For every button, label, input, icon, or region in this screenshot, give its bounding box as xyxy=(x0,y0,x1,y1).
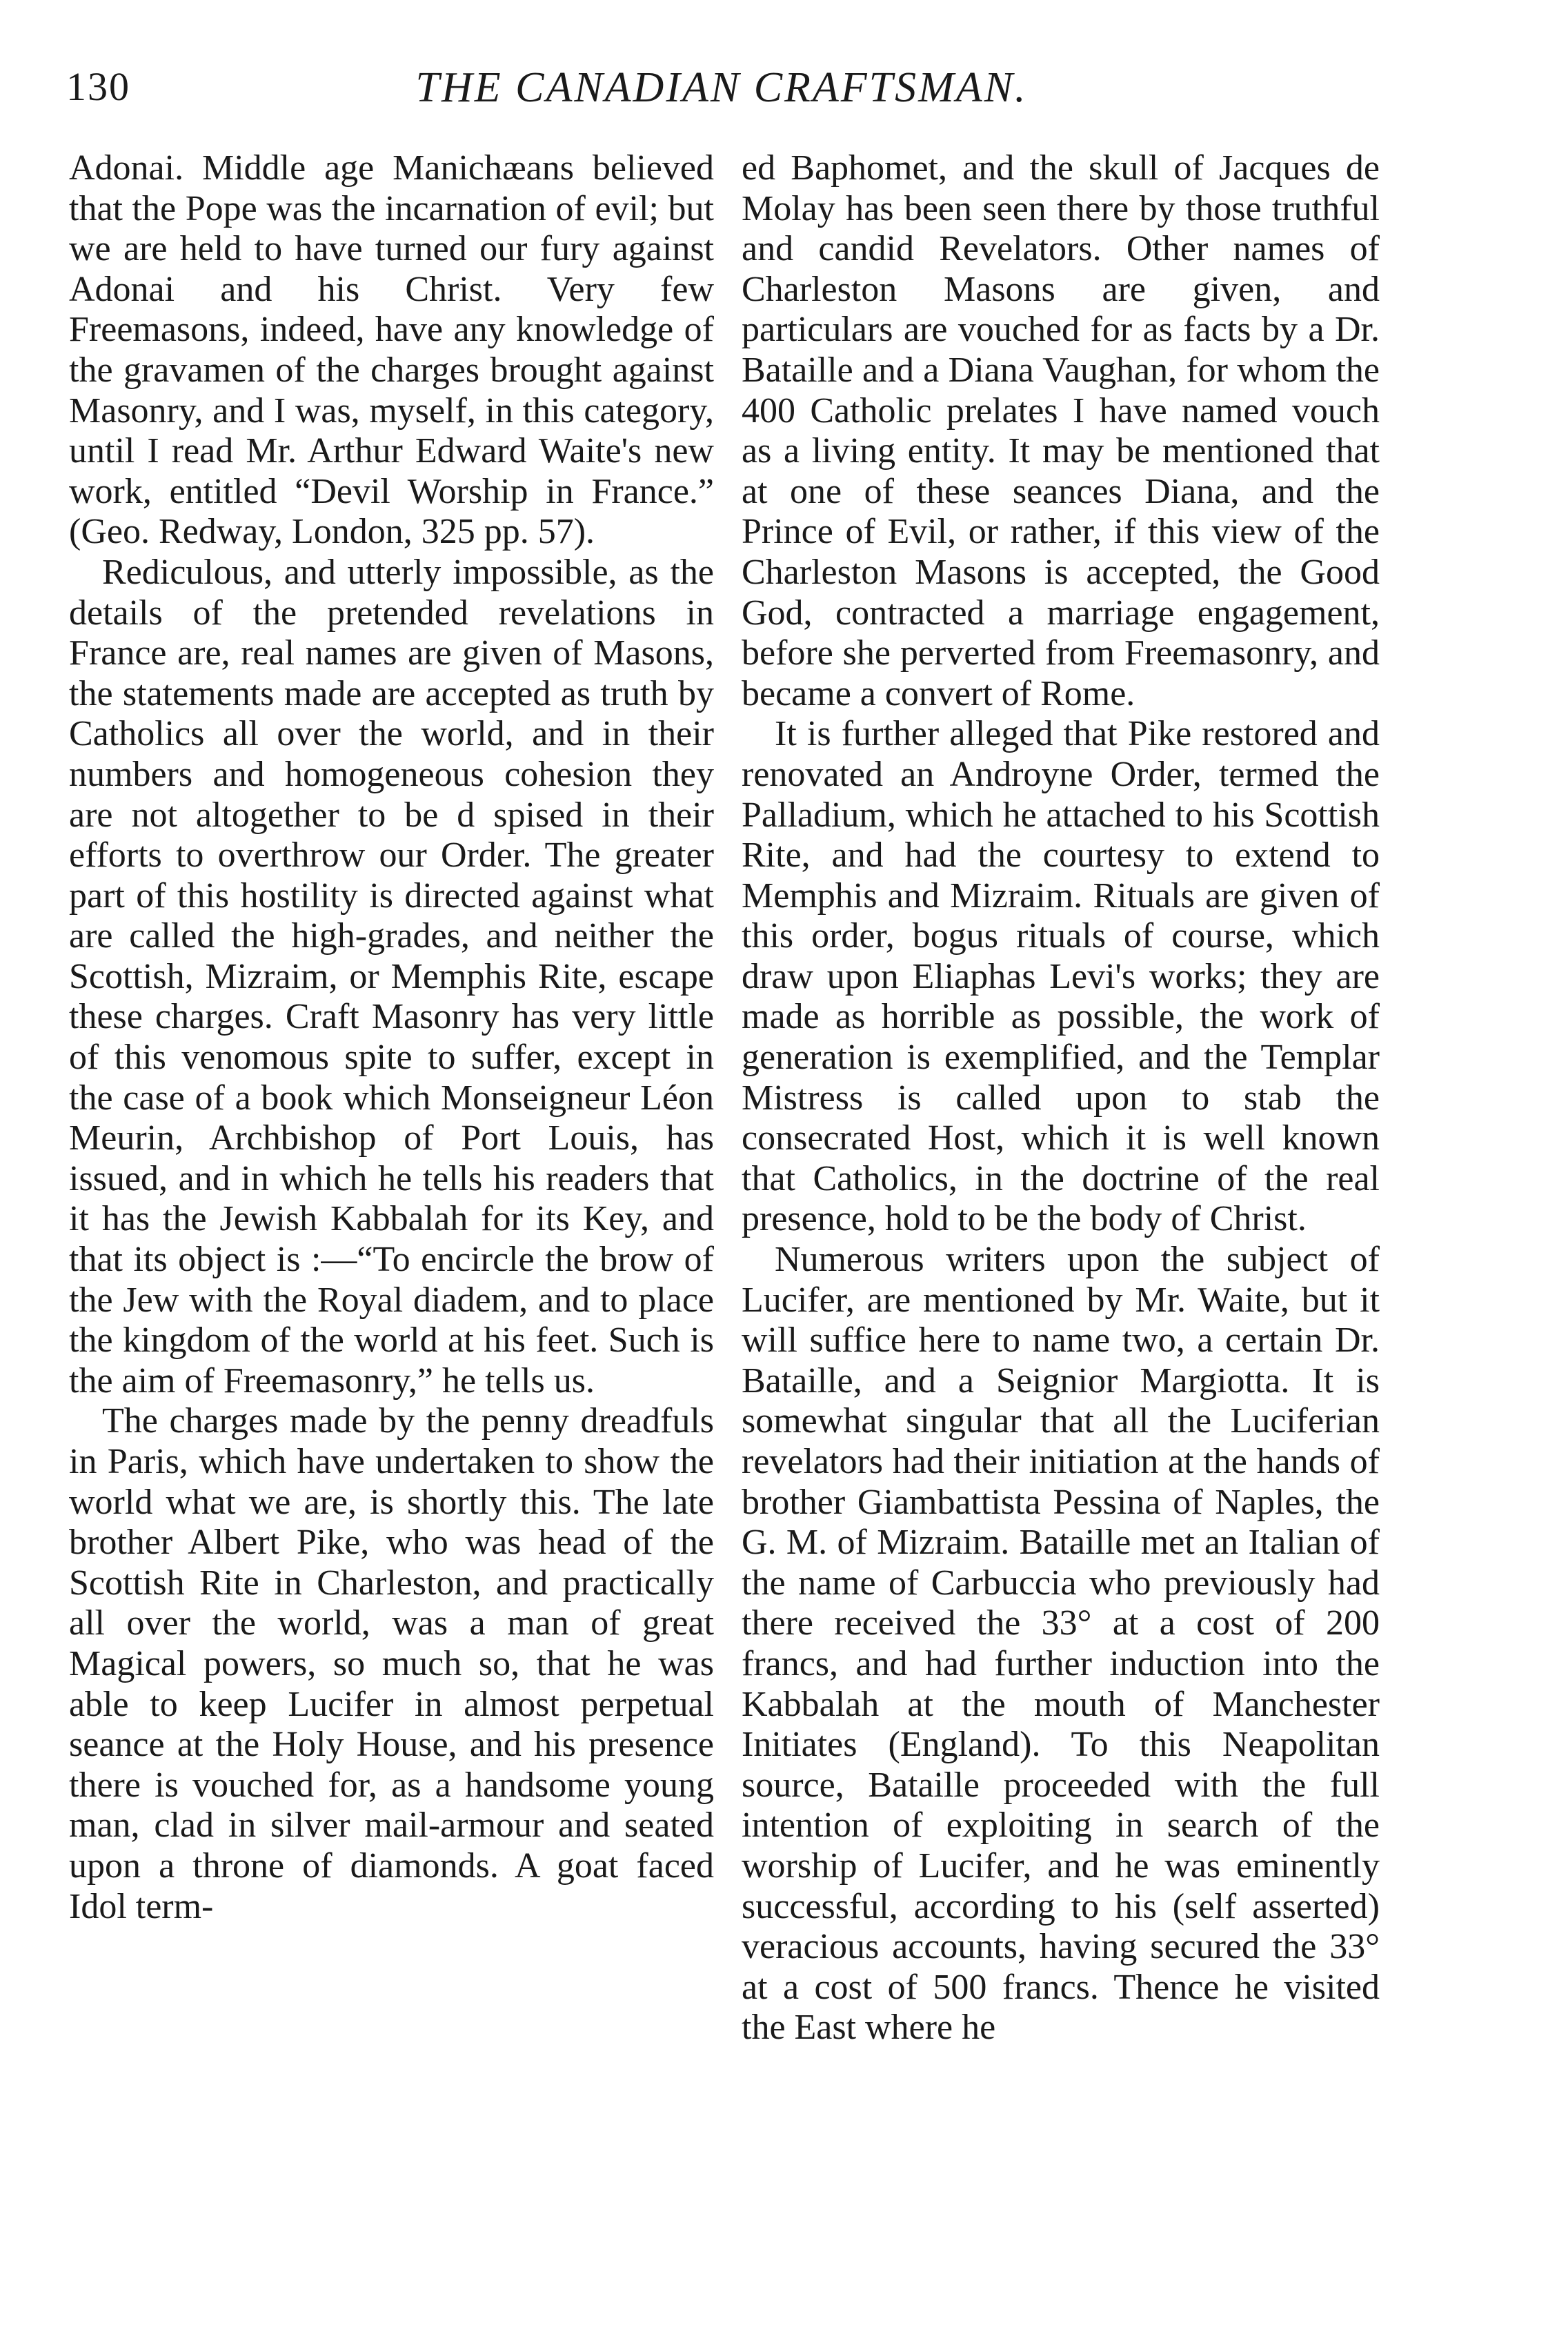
left-paragraph-3: The charges made by the penny dreadfuls in Paris, which have undertaken to show the world what we are, is shortly this. The late brother Albert Pike, who was head of the Scottish Rite in Charleston, and practically all over the world, was a man of great Magical powers, so much so, that he was able to keep Lucifer in almost perpetual seance at the Holy House, and his presence there is vouched for, as a handsome young man, clad in silver mail-armour and seated upon a throne of diamonds. A goat faced Idol term- xyxy=(69,1401,714,1926)
right-paragraph-2: It is further alleged that Pike restored and renovated an Androyne Order, termed the Palladium, which he attached to his Scottish Rite, and had the courtesy to extend to Memphis and Mizraim. Rituals are given of this order, bogus rituals of course, which draw upon Eliaphas Levi's works; they are made as horrible as possible, the work of generation is exemplified, and the Templar Mistress is called upon to stab the consecrated Host, which it is well known that Catholics, in the doctrine of the real presence, hold to be the body of Christ. xyxy=(742,714,1380,1239)
left-paragraph-2: Rediculous, and utterly impossible, as the details of the pretended revelations in France are, real names are given of Masons, the statements made are accepted as truth by Catholics all over the world, and in their numbers and homogeneous cohesion they are not altogether to be d spised in their efforts to overthrow our Order. The greater part of this hostility is directed against what are called the high-grades, and neither the Scottish, Mizraim, or Memphis Rite, escape these charges. Craft Masonry has very little of this venomous spite to suffer, except in the case of a book which Monseigneur Léon Meurin, Archbishop of Port Louis, has issued, and in which he tells his readers that it has the Jewish Kabbalah for its Key, and that its object is :—“To encircle the brow of the Jew with the Royal diadem, and to place the kingdom of the world at his feet. Such is the aim of Freemasonry,” he tells us. xyxy=(69,552,714,1401)
right-paragraph-3: Numerous writers upon the subject of Lucifer, are mentioned by Mr. Waite, but it will suffice here to name two, a certain Dr. Bataille, and a Seignior Margiotta. It is somewhat singular that all the Luciferian revelators had their initiation at the hands of brother Giambattista Pessina of Naples, the G. M. of Mizraim. Bataille met an Italian of the name of Carbuccia who previously had there received the 33° at a cost of 200 francs, and had further induction into the Kabbalah at the mouth of Manchester Initiates (England). To this Neapolitan source, Bataille proceeded with the full intention of exploiting in search of the worship of Lucifer, and he was eminently successful, according to his (self asserted) veracious accounts, having secured the 33° at a cost of 500 francs. Thence he visited the East where he xyxy=(742,1240,1380,2048)
running-header xyxy=(66,63,1377,126)
left-column xyxy=(69,148,714,1927)
running-title: THE CANADIAN CRAFTSMAN. xyxy=(415,64,1028,111)
right-column xyxy=(742,148,1380,2048)
right-paragraph-1: ed Baphomet, and the skull of Jacques de Molay has been seen there by those truthful and candid Revelators. Other names of Charleston Masons are given, and particulars are vouched for as facts by a Dr. Bataille and a Diana Vaughan, for whom the 400 Catholic prelates I have named vouch as a living entity. It may be mentioned that at one of these seances Diana, and the Prince of Evil, or rather, if this view of the Charleston Masons is accepted, the Good God, contracted a marriage engagement, before she perverted from Freemasonry, and became a convert of Rome. xyxy=(742,148,1380,713)
left-paragraph-1: Adonai. Middle age Manichæans believed that the Pope was the incarnation of evil; but we are held to have turned our fury against Adonai and his Christ. Very few Freemasons, indeed, have any knowledge of the gravamen of the charges brought against Masonry, and I was, myself, in this category, until I read Mr. Arthur Edward Waite's new work, entitled “Devil Worship in France.” (Geo. Redway, London, 325 pp. 57). xyxy=(69,148,714,552)
page-number: 130 xyxy=(66,64,130,109)
